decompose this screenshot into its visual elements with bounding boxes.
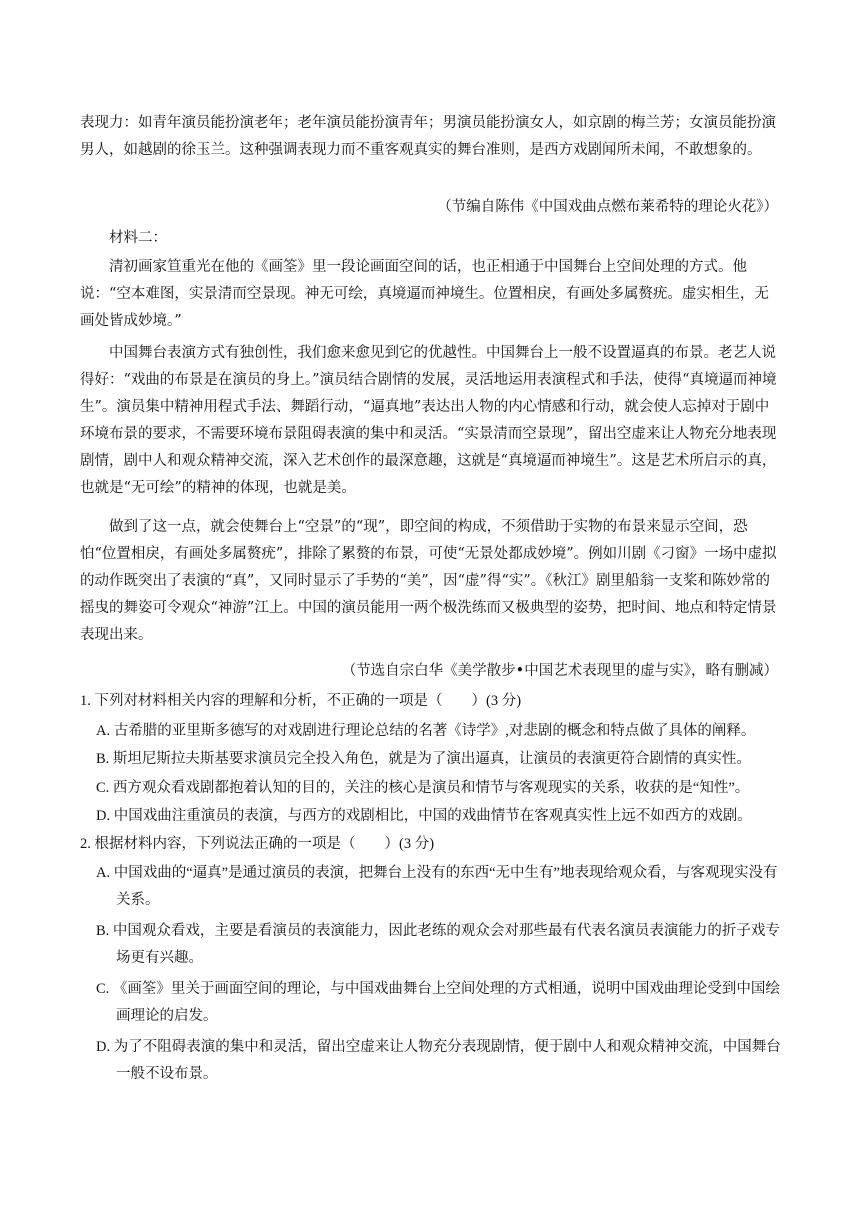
question-1-option-d: D. 中国戏曲注重演员的表演，与西方的戏剧相比，中国的戏曲情节在客观真实性上远不如西方的戏剧。 (96, 808, 752, 824)
question-2-option-b: B. 中国观众看戏，主要是看演员的表演能力，因此老练的观众会对那些最有代表名演员表演能力的折子戏专场更有兴趣。 (96, 923, 780, 966)
material2-paragraph-1: 清初画家笪重光在他的《画筌》里一段论画面空间的话，也正相通于中国舞台上空间处理的方式。他说：“空本难图，实景清而空景现。神无可绘，真境逼而神境生。位置相戾，有画处多属赘疣。虚实相生，无画处皆成妙境。” (80, 259, 769, 329)
question-1-stem: 1. 下列对材料相关内容的理解和分析，不正确的一项是（ ）(3 分) (80, 693, 522, 709)
material2-heading: 材料二： (109, 230, 167, 246)
material1-source: （节编自陈伟《中国戏曲点燃布莱希特的理论火花》） (437, 199, 778, 215)
material1-continuation: 表现力：如青年演员能扮演老年；老年演员能扮演青年；男演员能扮演女人，如京剧的梅兰芳；女演员能扮演男人，如越剧的徐玉兰。这种强调表现力而不重客观真实的舞台准则，是西方戏剧闻所未闻，不敢想象的。 (80, 115, 776, 158)
question-2-option-c: C. 《画筌》里关于画面空间的理论，与中国戏曲舞台上空间处理的方式相通，说明中国戏曲理论受到中国绘画理论的启发。 (96, 981, 780, 1024)
material2-paragraph-2: 中国舞台表演方式有独创性，我们愈来愈见到它的优越性。中国舞台上一般不设置逼真的布景。老艺人说得好：“戏曲的布景是在演员的身上。”演员结合剧情的发展，灵活地运用表演程式和手法，使得“真境逼而神境生”。演员集中精神用程式手法、舞蹈行动，“逼真地”表达出人物的内心情感和行动，就会使人忘掉对于剧中环境布景的要求，不需要环境布景阻碍表演的集中和灵活。“实景清而空景现”，留出空虚来让人物充分地表现剧情，剧中人和观众精神交流，深入艺术创作的最深意趣，这就是“真境逼而神境生”。这是艺术所启示的真，也就是“无可绘”的精神的体现，也就是美。 (80, 345, 777, 496)
question-2-option-a: A. 中国戏曲的“逼真”是通过演员的表演，把舞台上没有的东西“无中生有”地表现给观众看，与客观现实没有关系。 (96, 865, 778, 908)
question-1-option-a: A. 古希腊的亚里斯多德写的对戏剧进行理论总结的名著《诗学》,对悲剧的概念和特点做了具体的阐释。 (96, 723, 756, 739)
question-1-option-c: C. 西方观众看戏剧都抱着认知的目的，关注的核心是演员和情节与客观现实的关系，收获的是“知性”。 (96, 780, 750, 796)
material2-source: （节选自宗白华《美学散步•中国艺术表现里的虚与实》，略有删减） (341, 663, 778, 679)
question-2-stem: 2. 根据材料内容，下列说法正确的一项是（ ）(3 分) (80, 836, 435, 852)
question-2-option-d: D. 为了不阻碍表演的集中和灵活，留出空虚来让人物充分表现剧情，便于剧中人和观众精神交流，中国舞台一般不设布景。 (96, 1039, 781, 1082)
material2-paragraph-3: 做到了这一点，就会使舞台上“空景”的“现”，即空间的构成，不须借助于实物的布景来显示空间，恐怕“位置相戾，有画处多属赘疣”，排除了累赘的布景，可使“无景处都成妙境”。例如川剧《刁窗》一场中虚拟的动作既突出了表演的“真”，又同时显示了手势的“美”，因“虚”得“实”。《秋江》剧里船翁一支桨和陈妙常的摇曳的舞姿可令观众“神游”江上。中国的演员能用一两个极洗练而又极典型的姿势，把时间、地点和特定情景表现出来。 (80, 519, 777, 643)
question-1-option-b: B. 斯坦尼斯拉夫斯基要求演员完全投入角色，就是为了演出逼真，让演员的表演更符合剧情的真实性。 (96, 751, 751, 767)
